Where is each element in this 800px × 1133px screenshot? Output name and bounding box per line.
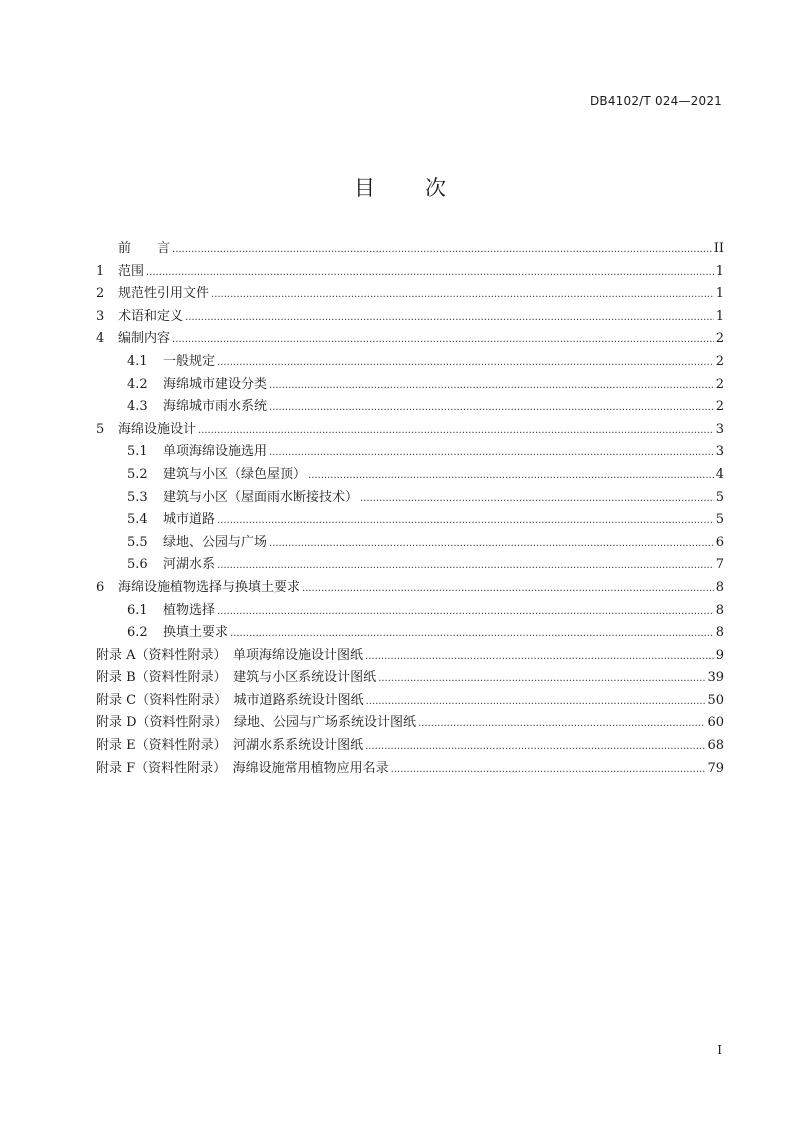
toc-entry-page: 2 [715,353,724,369]
toc-entry-title: 城市道路 [163,512,216,528]
toc-entry[interactable] [96,622,724,645]
toc-entry-number: 3 [96,308,105,324]
dot-leader [269,375,714,398]
title-char-1: 目 [354,176,375,200]
toc-entry-page: 3 [715,444,724,460]
toc-entry-label [127,351,215,374]
page-number: I [717,1043,722,1057]
toc-entry-title: 附录 E（资料性附录） 河湖水系系统设计图纸 [96,738,364,754]
toc-entry-title: 海绵城市建设分类 [163,376,268,392]
toc-entry-number: 6 [96,579,105,595]
toc-entry-page: 7 [715,557,724,573]
toc-entry-title: 单项海绵设施选用 [163,444,268,460]
toc-entry-number: 5.4 [127,512,148,528]
toc-entry[interactable] [96,238,724,261]
toc-entry-label [96,419,196,442]
toc-entry[interactable] [96,712,724,735]
toc-entry-page: 9 [715,647,724,663]
toc-entry-label [127,487,358,510]
dot-leader [366,691,706,714]
toc-entry[interactable] [96,532,724,555]
toc-entry-label [96,712,416,735]
toc-entry[interactable] [96,758,724,781]
dot-leader [360,488,714,511]
toc-entry-label [127,532,267,555]
toc-entry-title: 建筑与小区（绿色屋顶） [163,466,307,482]
dot-leader [146,262,714,285]
toc-entry[interactable] [96,464,724,487]
toc-entry-title: 附录 C（资料性附录） 城市道路系统设计图纸 [96,692,364,708]
toc-entry-title: 附录 B（资料性附录） 建筑与小区系统设计图纸 [96,670,377,686]
toc-entry-title: 换填土要求 [163,625,229,641]
dot-leader [217,601,714,624]
toc-entry[interactable] [96,735,724,758]
toc-entry-title: 附录 F（资料性附录） 海绵设施常用植物应用名录 [96,760,389,776]
toc-entry-title: 海绵城市雨水系统 [163,399,268,415]
toc-entry-number: 5.6 [127,557,148,573]
toc-entry-label [127,622,228,645]
toc-entry[interactable] [96,419,724,442]
toc-entry-number: 4.3 [127,399,148,415]
toc-entry[interactable] [96,261,724,284]
dot-leader [217,510,714,533]
toc-entry-page: 50 [707,692,724,708]
toc-entry-label [127,396,267,419]
toc-entry-label [127,600,215,623]
toc-entry[interactable] [96,554,724,577]
dot-leader [217,352,714,375]
toc-entry-title: 范围 [118,263,145,279]
dot-leader [391,759,706,782]
toc-entry-page: 4 [715,466,724,482]
toc-entry[interactable] [96,374,724,397]
dot-leader [172,329,714,352]
toc-entry-page: 1 [715,286,724,302]
toc-entry-label [96,667,376,690]
toc-entry-page: 1 [715,308,724,324]
toc-entry-page: 39 [707,670,724,686]
page-title [0,172,800,202]
toc-entry-label [96,328,170,351]
toc-entry-page: 5 [715,489,724,505]
dot-leader [308,465,714,488]
dot-leader [365,736,705,759]
toc-entry-label [96,306,183,329]
toc-entry-number: 5.3 [127,489,148,505]
toc-entry[interactable] [96,600,724,623]
toc-entry-label [127,464,306,487]
toc-entry-title: 海绵设施植物选择与换填土要求 [118,579,301,595]
dot-leader [230,623,714,646]
toc-entry-title: 植物选择 [163,602,216,618]
toc-entry[interactable] [96,509,724,532]
dot-leader [269,397,714,420]
toc-entry-label [96,261,144,284]
toc-entry-title: 附录 A（资料性附录） 单项海绵设施设计图纸 [96,647,364,663]
toc-entry-number: 6.2 [127,625,148,641]
toc-entry-title: 编制内容 [118,331,171,347]
toc-entry-page: 8 [715,625,724,641]
toc-entry-number: 4 [96,331,105,347]
toc-entry[interactable] [96,351,724,374]
toc-entry-label [96,283,209,306]
toc-entry-label [96,577,300,600]
toc-entry-title: 前 言 [118,241,171,256]
dot-leader [269,533,714,556]
toc-entry-title: 附录 D（资料性附录） 绿地、公园与广场系统设计图纸 [96,715,417,731]
toc-entry-label [96,645,363,668]
dot-leader [302,578,714,601]
toc-entry[interactable] [96,441,724,464]
toc-entry-number: 5.1 [127,444,148,460]
toc-entry[interactable] [96,690,724,713]
toc-entry-page: 8 [715,602,724,618]
toc-entry[interactable] [96,283,724,306]
toc-entry-number: 6.1 [127,602,148,618]
toc-entry-title: 规范性引用文件 [118,286,210,302]
toc-entry-page: 60 [707,715,724,731]
dot-leader [185,307,714,330]
toc-entry-label [96,735,363,758]
dot-leader [269,442,714,465]
toc-entry-number: 4.2 [127,376,148,392]
toc-entry-number: 1 [96,263,105,279]
document-code: DB4102/T 024—2021 [589,94,722,108]
toc-entry-page: 2 [715,399,724,415]
toc-entry-number: 5.2 [127,466,148,482]
toc-entry[interactable] [96,396,724,419]
toc-entry-page: 2 [715,331,724,347]
title-char-2: 次 [425,176,446,200]
toc-entry-page: 79 [707,760,724,776]
dot-leader [172,239,712,262]
toc-entry-number: 2 [96,286,105,302]
toc-entry-label [96,238,170,261]
toc-entry-title: 绿地、公园与广场 [163,534,268,550]
dot-leader [211,284,714,307]
toc-entry-title: 建筑与小区（屋面雨水断接技术） [163,489,359,505]
table-of-contents [96,238,724,780]
toc-entry-page: 1 [715,263,724,279]
toc-entry-title: 河湖水系 [163,557,216,573]
toc-entry-number: 5.5 [127,534,148,550]
toc-entry-label [127,441,267,464]
toc-entry-label [127,509,215,532]
toc-entry-number: 5 [96,421,105,437]
toc-entry[interactable] [96,328,724,351]
toc-entry[interactable] [96,487,724,510]
dot-leader [365,646,714,669]
toc-entry-label [96,758,389,781]
toc-entry-title: 术语和定义 [118,308,184,324]
toc-entry-page: 6 [715,534,724,550]
toc-entry-label [96,690,364,713]
toc-entry-page: II [713,241,724,256]
toc-entry-page: 68 [707,738,724,754]
toc-entry[interactable] [96,577,724,600]
toc-entry-page: 2 [715,376,724,392]
toc-entry-label [127,374,267,397]
toc-entry-page: 8 [715,579,724,595]
toc-entry[interactable] [96,667,724,690]
dot-leader [418,713,705,736]
toc-entry-page: 3 [715,421,724,437]
dot-leader [217,555,714,578]
dot-leader [378,668,705,691]
toc-entry-page: 5 [715,512,724,528]
toc-entry-title: 一般规定 [163,353,216,369]
toc-entry[interactable] [96,306,724,329]
dot-leader [198,420,714,443]
toc-entry-title: 海绵设施设计 [118,421,197,437]
toc-entry-label [127,554,215,577]
toc-entry-number: 4.1 [127,353,148,369]
toc-entry[interactable] [96,645,724,668]
